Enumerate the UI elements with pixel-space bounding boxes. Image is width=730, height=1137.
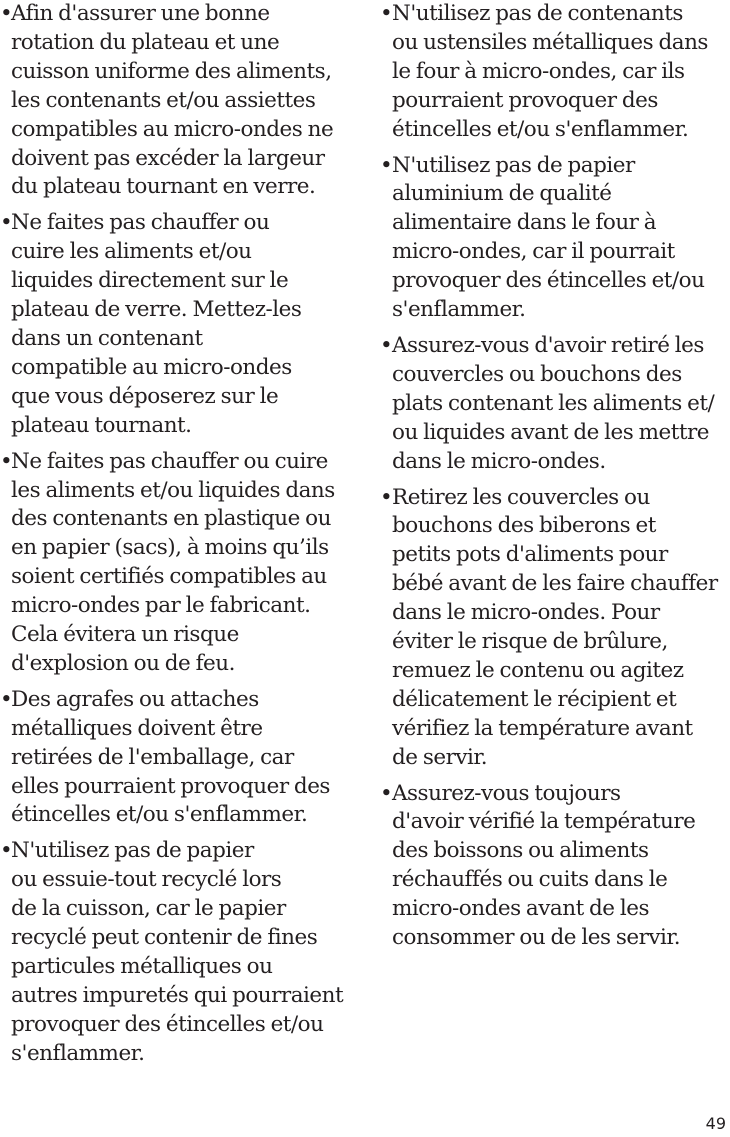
- text-line: Assurez-vous toujours: [392, 780, 621, 806]
- text-line: aluminium de qualité: [392, 181, 612, 207]
- text-line: petits pots d'aliments pour: [392, 542, 668, 568]
- text-line: ou ustensiles métalliques dans: [392, 29, 708, 55]
- text-line: cuisson uniforme des aliments,: [11, 58, 332, 84]
- text-line: dans le micro-ondes.: [392, 448, 606, 474]
- bullet-icon: •: [380, 1, 393, 26]
- text-line: particules métalliques ou: [11, 954, 273, 979]
- bullet-icon: •: [380, 484, 393, 510]
- text-line: de servir.: [392, 744, 488, 770]
- text-line: doivent pas excéder la largeur: [11, 145, 325, 171]
- text-line: Ne faites pas chauffer ou: [11, 210, 270, 236]
- text-line: les aliments et/ou liquides dans: [11, 477, 335, 503]
- bullet-item: [380, 0, 730, 145]
- page-number: 49: [705, 1114, 726, 1133]
- text-line: recyclé peut contenir de fines: [11, 925, 318, 951]
- left-column: [0, 0, 360, 1076]
- text-line: étincelles et/ou s'enflammer.: [392, 116, 689, 142]
- bullet-item: [380, 152, 730, 325]
- text-line: ou liquides avant de les mettre: [392, 419, 710, 445]
- text-line: micro-ondes, car il pourrait: [392, 239, 675, 265]
- text-line: bouchons des biberons et: [392, 513, 656, 539]
- bullet-icon: •: [0, 838, 13, 864]
- text-line: d'explosion ou de feu.: [11, 650, 235, 676]
- text-line: vérifiez la température avant: [392, 715, 693, 741]
- bullet-item: [0, 837, 360, 1068]
- text-line: délicatement le récipient et: [392, 686, 677, 712]
- text-line: consommer ou de les servir.: [392, 925, 681, 951]
- text-line: des boissons ou aliments: [392, 838, 649, 864]
- text-line: du plateau tournant en verre.: [11, 174, 316, 200]
- text-line: soient certifiés compatibles au: [11, 564, 327, 590]
- text-line: métalliques doivent être: [11, 715, 263, 741]
- text-line: réchauffés ou cuits dans le: [392, 867, 668, 893]
- bullet-icon: •: [380, 332, 393, 358]
- bullet-icon: •: [380, 780, 393, 806]
- bullet-icon: •: [0, 686, 13, 712]
- text-line: étincelles et/ou s'enflammer.: [11, 802, 308, 828]
- text-line: micro-ondes par le fabricant.: [11, 593, 311, 619]
- text-line: provoquer des étincelles et/ou: [392, 268, 705, 294]
- bullet-item: [0, 0, 360, 202]
- right-column: [380, 0, 730, 960]
- text-line: de la cuisson, car le papier: [11, 896, 286, 922]
- bullet-item: [0, 686, 360, 831]
- text-line: N'utilisez pas de papier: [11, 838, 254, 864]
- text-line: Afin d'assurer une bonne: [11, 1, 270, 26]
- text-line: cuire les aliments et/ou: [11, 239, 252, 265]
- text-line: micro-ondes avant de les: [392, 896, 649, 922]
- text-line: Cela évitera un risque: [11, 622, 239, 648]
- text-line: plateau tournant.: [11, 412, 192, 438]
- text-line: ou essuie-tout recyclé lors: [11, 867, 282, 893]
- text-line: le four à micro-ondes, car ils: [392, 58, 685, 84]
- text-line: N'utilisez pas de papier: [392, 152, 635, 178]
- text-line: N'utilisez pas de contenants: [392, 1, 683, 26]
- text-line: Des agrafes ou attaches: [11, 686, 259, 712]
- text-line: autres impuretés qui pourraient: [11, 982, 344, 1008]
- text-line: retirées de l'emballage, car: [11, 744, 294, 770]
- bullet-item: [0, 448, 360, 679]
- bullet-icon: •: [0, 1, 13, 26]
- text-line: des contenants en plastique ou: [11, 506, 331, 532]
- text-line: bébé avant de les faire chauffer: [392, 571, 718, 597]
- text-line: dans le micro-ondes. Pour: [392, 600, 660, 626]
- text-line: éviter le risque de brûlure,: [392, 629, 668, 655]
- text-line: rotation du plateau et une: [11, 29, 280, 55]
- bullet-icon: •: [0, 210, 13, 236]
- text-line: s'enflammer.: [392, 297, 526, 323]
- bullet-item: [380, 484, 730, 773]
- text-line: Ne faites pas chauffer ou cuire: [11, 448, 328, 474]
- text-line: Retirez les couvercles ou: [392, 484, 650, 510]
- text-line: compatible au micro-ondes: [11, 354, 292, 380]
- text-line: Assurez-vous d'avoir retiré les: [392, 332, 704, 358]
- bullet-item: [0, 209, 360, 440]
- text-line: alimentaire dans le four à: [392, 210, 657, 236]
- bullet-icon: •: [380, 152, 393, 178]
- text-line: couvercles ou bouchons des: [392, 361, 682, 387]
- text-line: dans un contenant: [11, 325, 203, 351]
- text-line: plateau de verre. Mettez-les: [11, 297, 302, 323]
- text-line: elles pourraient provoquer des: [11, 773, 330, 799]
- text-line: remuez le contenu ou agitez: [392, 657, 684, 683]
- bullet-item: [380, 332, 730, 477]
- text-line: plats contenant les aliments et/: [392, 390, 715, 416]
- text-line: en papier (sacs), à moins qu’ils: [11, 535, 329, 561]
- text-line: provoquer des étincelles et/ou: [11, 1011, 324, 1037]
- bullet-item: [380, 780, 730, 953]
- text-line: les contenants et/ou assiettes: [11, 87, 316, 113]
- text-line: s'enflammer.: [11, 1040, 145, 1066]
- text-line: d'avoir vérifié la température: [392, 809, 696, 835]
- bullet-icon: •: [0, 448, 13, 474]
- text-line: que vous déposerez sur le: [11, 383, 279, 409]
- text-line: compatibles au micro-ondes ne: [11, 116, 334, 142]
- text-line: liquides directement sur le: [11, 268, 289, 294]
- text-line: pourraient provoquer des: [392, 87, 658, 113]
